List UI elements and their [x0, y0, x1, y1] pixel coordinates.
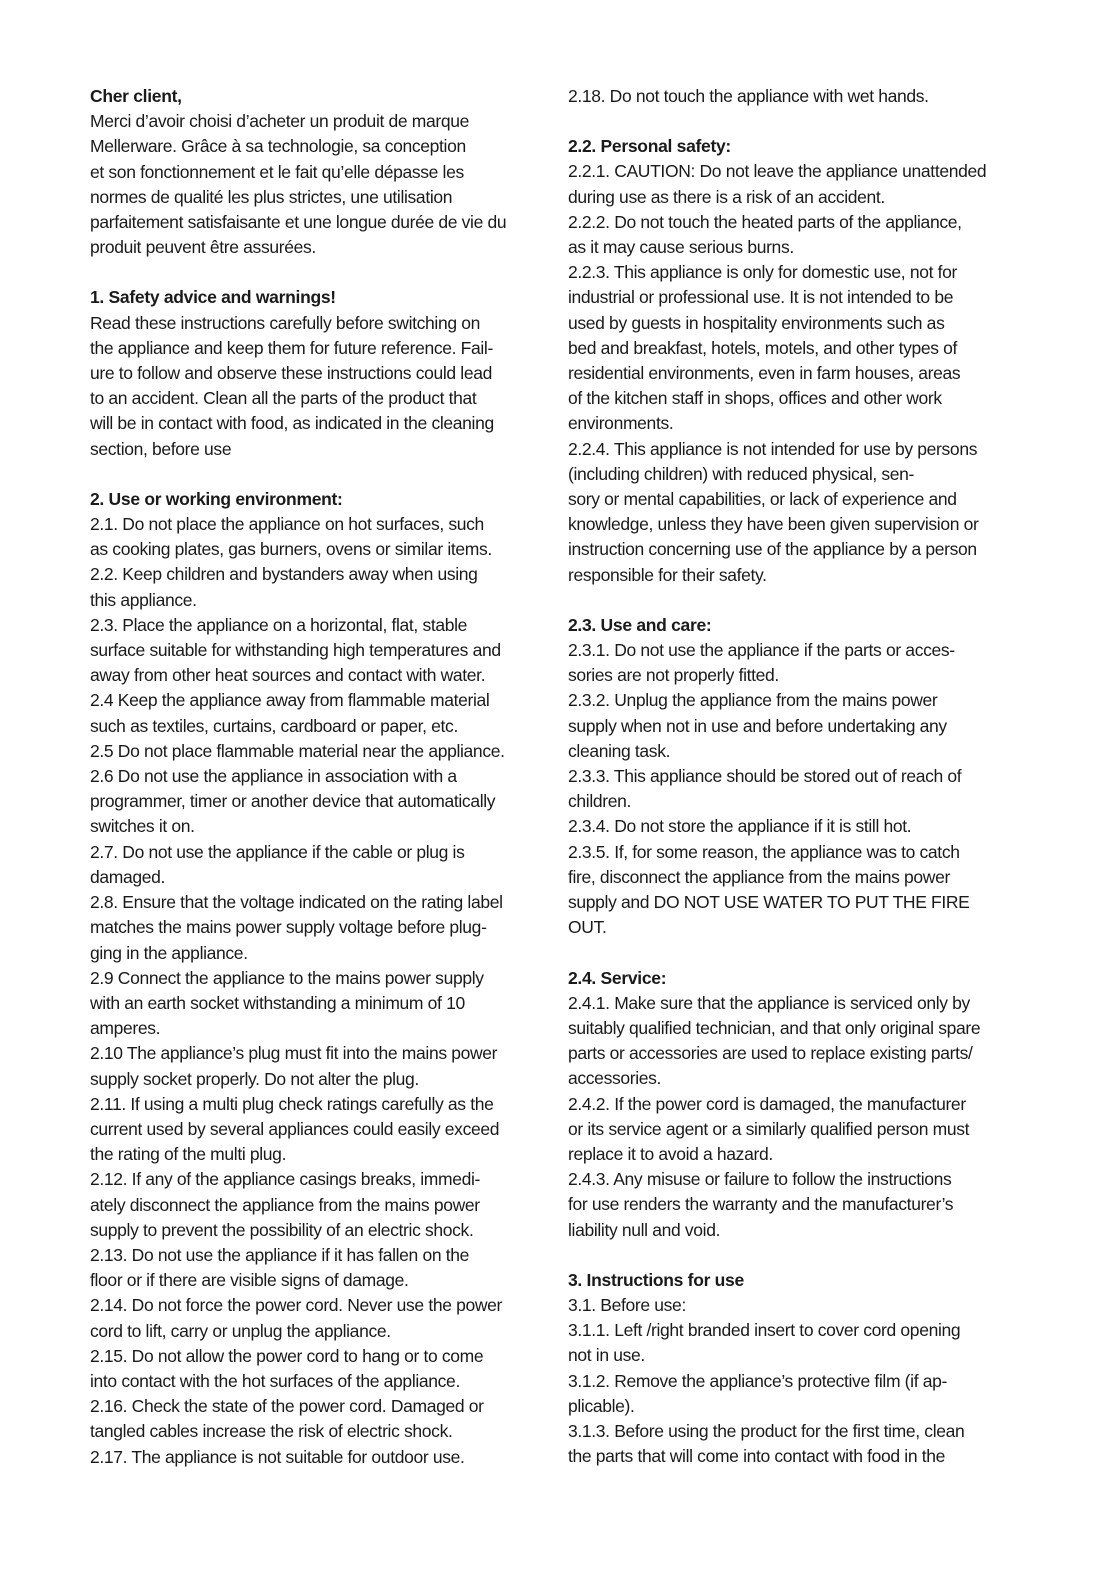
item-2-6: 2.6 Do not use the appliance in association with a programmer, timer or another device that automatically switches it on.	[90, 766, 496, 837]
item-2-3-1: 2.3.1. Do not use the appliance if the parts or acces- sories are not properly fitted.	[568, 640, 955, 686]
use-care-section	[568, 613, 1018, 941]
item-2-7: 2.7. Do not use the appliance if the cable or plug is damaged.	[90, 841, 465, 887]
item-2-3-3: 2.3.3. This appliance should be stored out of reach of children.	[568, 766, 962, 812]
item-2-16: 2.16. Check the state of the power cord. Damaged or tangled cables increase the risk of electric shock.	[90, 1396, 484, 1442]
item-2-10: 2.10 The appliance’s plug must fit into the mains power supply socket properly. Do not alter the plug.	[90, 1043, 498, 1089]
service-section	[568, 966, 1018, 1243]
environment-continued-section	[568, 84, 1018, 109]
item-2-2-3: 2.2.3. This appliance is only for domestic use, not for industrial or professional use. It is not intended to be used by guests in hospitality environments such as bed and breakfast, hotels, motels, and other types of residential environments, even in farm houses, areas of the kitchen staff in shops, offices and other work environments.	[568, 262, 961, 434]
item-2-14: 2.14. Do not force the power cord. Never use the power cord to lift, carry or unplug the appliance.	[90, 1295, 503, 1341]
item-2-3: 2.3. Place the appliance on a horizontal, flat, stable surface suitable for withstanding high temperatures and away from other heat sources and contact with water.	[90, 614, 501, 686]
item-2-2-1: 2.2.1. CAUTION: Do not leave the appliance unattended during use as there is a risk of an accident.	[568, 161, 987, 207]
item-2-13: 2.13. Do not use the appliance if it has fallen on the floor or if there are visible signs of damage.	[90, 1244, 470, 1291]
item-2-8: 2.8. Ensure that the voltage indicated on the rating label matches the mains power supply voltage before plug- ging in the appliance.	[90, 892, 503, 963]
item-2-18: 2.18. Do not touch the appliance with wet hands.	[568, 86, 929, 106]
greeting-heading: Cher client,	[90, 86, 182, 106]
item-2-12: 2.12. If any of the appliance casings breaks, immedi- ately disconnect the appliance from the mains power supply to prevent the possibility of an electric shock.	[90, 1169, 481, 1240]
item-2-4-1: 2.4.1. Make sure that the appliance is serviced only by suitably qualified technician, and that only original spare parts or accessories are used to replace existing parts/ accessories.	[568, 992, 981, 1089]
greeting-section	[90, 84, 540, 260]
instructions-heading: 3. Instructions for use	[568, 1269, 744, 1290]
personal-safety-section	[568, 134, 1018, 588]
item-3-1-2: 3.1.2. Remove the appliance’s protective film (if ap- plicable).	[568, 1370, 947, 1416]
item-2-4-3: 2.4.3. Any misuse or failure to follow the instructions for use renders the warranty and the manufacturer’s liability null and void.	[568, 1169, 954, 1240]
item-2-2: 2.2. Keep children and bystanders away when using this appliance.	[90, 564, 478, 610]
item-2-3-5: 2.3.5. If, for some reason, the appliance was to catch fire, disconnect the appliance from the mains power supply and DO NOT USE WATER TO PUT THE FIRE OUT.	[568, 841, 970, 938]
use-care-heading: 2.3. Use and care:	[568, 614, 712, 635]
item-2-11: 2.11. If using a multi plug check ratings carefully as the current used by several appliances could easily exceed the rating of the multi plug.	[90, 1093, 500, 1165]
personal-safety-heading: 2.2. Personal safety:	[568, 136, 731, 157]
environment-section	[90, 487, 540, 1470]
item-2-2-2: 2.2.2. Do not touch the heated parts of the appliance, as it may cause serious burns.	[568, 211, 962, 258]
item-2-15: 2.15. Do not allow the power cord to hang or to come into contact with the hot surfaces of the appliance.	[90, 1345, 484, 1391]
right-column	[568, 84, 1018, 1469]
item-2-2-4: 2.2.4. This appliance is not intended for use by persons (including children) with reduced physical, sen- sory or mental capabilities, or lack of experience and knowledge, unless they have been given supervision or instruction concerning use of the appliance by a person responsible for their safety.	[568, 438, 979, 585]
item-2-4-2: 2.4.2. If the power cord is damaged, the manufacturer or its service agent or a similarly qualified person must replace it to avoid a hazard.	[568, 1093, 970, 1164]
item-2-3-4: 2.3.4. Do not store the appliance if it is still hot.	[568, 816, 912, 837]
safety-heading: 1. Safety advice and warnings!	[90, 287, 336, 308]
service-heading: 2.4. Service:	[568, 967, 667, 988]
left-column	[90, 84, 540, 1470]
item-3-1-3: 3.1.3. Before using the product for the first time, clean the parts that will come into contact with food in the	[568, 1420, 965, 1467]
instructions-section	[568, 1268, 1018, 1470]
item-2-3-2: 2.3.2. Unplug the appliance from the mains power supply when not in use and before undertaking any cleaning task.	[568, 690, 947, 761]
item-2-4: 2.4 Keep the appliance away from flammable material such as textiles, curtains, cardboard or paper, etc.	[90, 690, 490, 736]
item-3-1-1: 3.1.1. Left /right branded insert to cover cord opening not in use.	[568, 1320, 961, 1366]
item-2-1: 2.1. Do not place the appliance on hot surfaces, such as cooking plates, gas burners, ovens or similar items.	[90, 514, 492, 560]
item-3-1: 3.1. Before use:	[568, 1294, 686, 1315]
item-2-5: 2.5 Do not place flammable material near the appliance.	[90, 740, 505, 761]
item-2-17: 2.17. The appliance is not suitable for outdoor use.	[90, 1446, 465, 1467]
environment-heading: 2. Use or working environment:	[90, 488, 343, 509]
greeting-paragraph: Merci d’avoir choisi d’acheter un produit de marque Mellerware. Grâce à sa technologie, sa conception et son fonctionnement et le fait qu’elle dépasse les normes de qualité les plus strictes, une utilisation parfaitement satisfaisante et une longue durée de vie du produit peuvent être assurées.	[90, 111, 507, 258]
safety-section	[90, 285, 540, 461]
item-2-9: 2.9 Connect the appliance to the mains power supply with an earth socket withstanding a minimum of 10 amperes.	[90, 967, 484, 1039]
safety-paragraph: Read these instructions carefully before switching on the appliance and keep them for future reference. Fail- ure to follow and observe these instructions could lead to an accident. Clean all the parts of the product that will be in contact with food, as indicated in the cleaning section, before use	[90, 312, 494, 459]
